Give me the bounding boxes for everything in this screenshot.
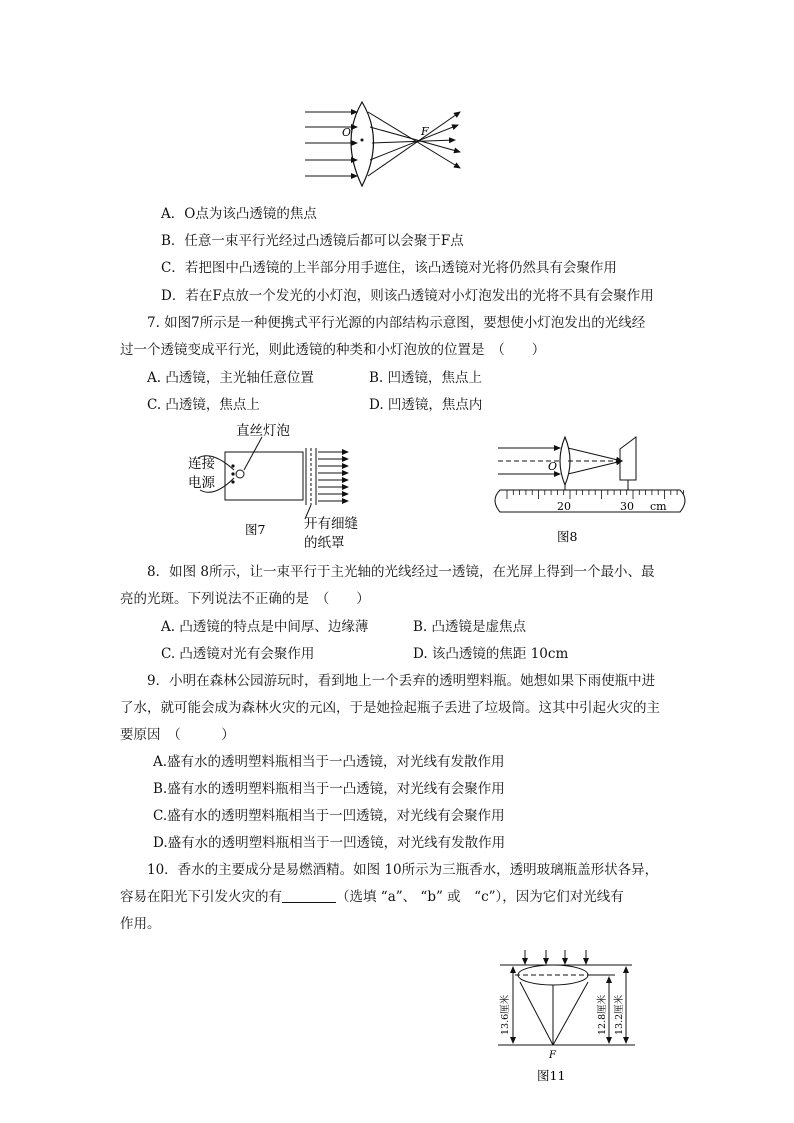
q10-stem-line3: 作用。 [120, 916, 161, 932]
lens-center-label: O [342, 126, 352, 139]
q10-stem-line2 [120, 887, 624, 907]
q7-option-b: B. 凹透镜，焦点上 [369, 370, 483, 386]
fig8-tick-20: 20 [557, 500, 571, 513]
fig7-bulb-label: 直丝灯泡 [236, 423, 290, 439]
q8-option-a: A. 凸透镜的特点是中间厚、边缘薄 [161, 619, 369, 635]
fig7-power-label-2: 电源 [188, 475, 215, 491]
q7-option-a: A. 凸透镜，主光轴任意位置 [147, 370, 314, 386]
fig11-dim-mid: 12.8厘米 [597, 994, 608, 1035]
q6-option-d: D．若在F点放一个发光的小灯泡，则该凸透镜对小灯泡发出的光将不具有会聚作用 [161, 288, 654, 304]
q8-option-d: D. 该凸透镜的焦距 10cm [413, 646, 569, 662]
q8-stem-line1: 8．如图 8所示，让一束平行于主光轴的光线经过一透镜，在光屏上得到一个最小、最 [147, 564, 655, 580]
q10-answer-blank[interactable] [282, 888, 336, 903]
fig11-dim-right: 13.2厘米 [614, 994, 625, 1035]
q10-stem-part1: 容易在阳光下引发火灾的有 [120, 889, 282, 905]
q8-option-b: B. 凸透镜是虚焦点 [413, 619, 527, 635]
focus-label: F [421, 125, 429, 138]
q10-stem-line1: 10．香水的主要成分是易燃酒精。如图 10所示为三瓶香水，透明玻璃瓶盖形状各异， [147, 862, 659, 878]
fig8-tick-30: 30 [620, 500, 634, 513]
fig7-caption: 图7 [245, 522, 266, 537]
fig11-caption: 图11 [537, 1068, 566, 1083]
q7-option-c: C. 凸透镜，焦点上 [147, 397, 260, 413]
q7-stem-line2: 过一个透镜变成平行光，则此透镜的种类和小灯泡放的位置是 （ ） [120, 342, 546, 358]
fig8-unit: cm [650, 500, 667, 513]
q9-option-d: D.盛有水的透明塑料瓶相当于一凹透镜，对光线有发散作用 [153, 835, 506, 851]
q6-option-b: B．任意一束平行光经过凸透镜后都可以会聚于F点 [161, 233, 464, 249]
fig8-lens-label: O [548, 460, 558, 473]
q9-option-b: B.盛有水的透明塑料瓶相当于一凸透镜，对光线有会聚作用 [153, 781, 505, 797]
q9-stem-line2: 了水，就可能会成为森林火灾的元凶，于是她捡起瓶子丢进了垃圾筒。这其中引起火灾的主 [120, 700, 660, 716]
fig11-dim-left: 13.6厘米 [500, 994, 511, 1035]
q8-option-c: C. 凸透镜对光有会聚作用 [161, 646, 315, 662]
fig7-slit-label-1: 开有细缝 [304, 516, 358, 532]
fig7-power-label-1: 连接 [188, 456, 215, 472]
q6-option-a: A．O点为该凸透镜的焦点 [161, 206, 317, 222]
q9-stem-line1: 9．小明在森林公园游玩时，看到地上一个丢弃的透明塑料瓶。她想如果下雨使瓶中进 [147, 673, 656, 689]
q8-stem-line2: 亮的光斑。下列说法不正确的是 （ ） [120, 591, 370, 607]
q7-option-d: D. 凹透镜，焦点内 [369, 397, 483, 413]
q9-option-c: C.盛有水的透明塑料瓶相当于一凹透镜，对光线有会聚作用 [153, 808, 505, 824]
q10-stem-part2: （选填 “a”、 “b” 或 “c”），因为它们对光线有 [336, 889, 624, 905]
q9-stem-line3: 要原因 （ ） [120, 727, 235, 743]
q9-option-a: A.盛有水的透明塑料瓶相当于一凸透镜，对光线有发散作用 [153, 754, 505, 770]
fig7-slit-label-2: 的纸罩 [304, 535, 345, 551]
fig8-caption: 图8 [557, 529, 578, 544]
fig11-focus-label: F [549, 1050, 556, 1061]
q7-stem-line1: 7. 如图7所示是一种便携式平行光源的内部结构示意图，要想使小灯泡发出的光线经 [147, 315, 646, 331]
q6-option-c: C．若把图中凸透镜的上半部分用手遮住，该凸透镜对光将仍然具有会聚作用 [161, 260, 617, 276]
